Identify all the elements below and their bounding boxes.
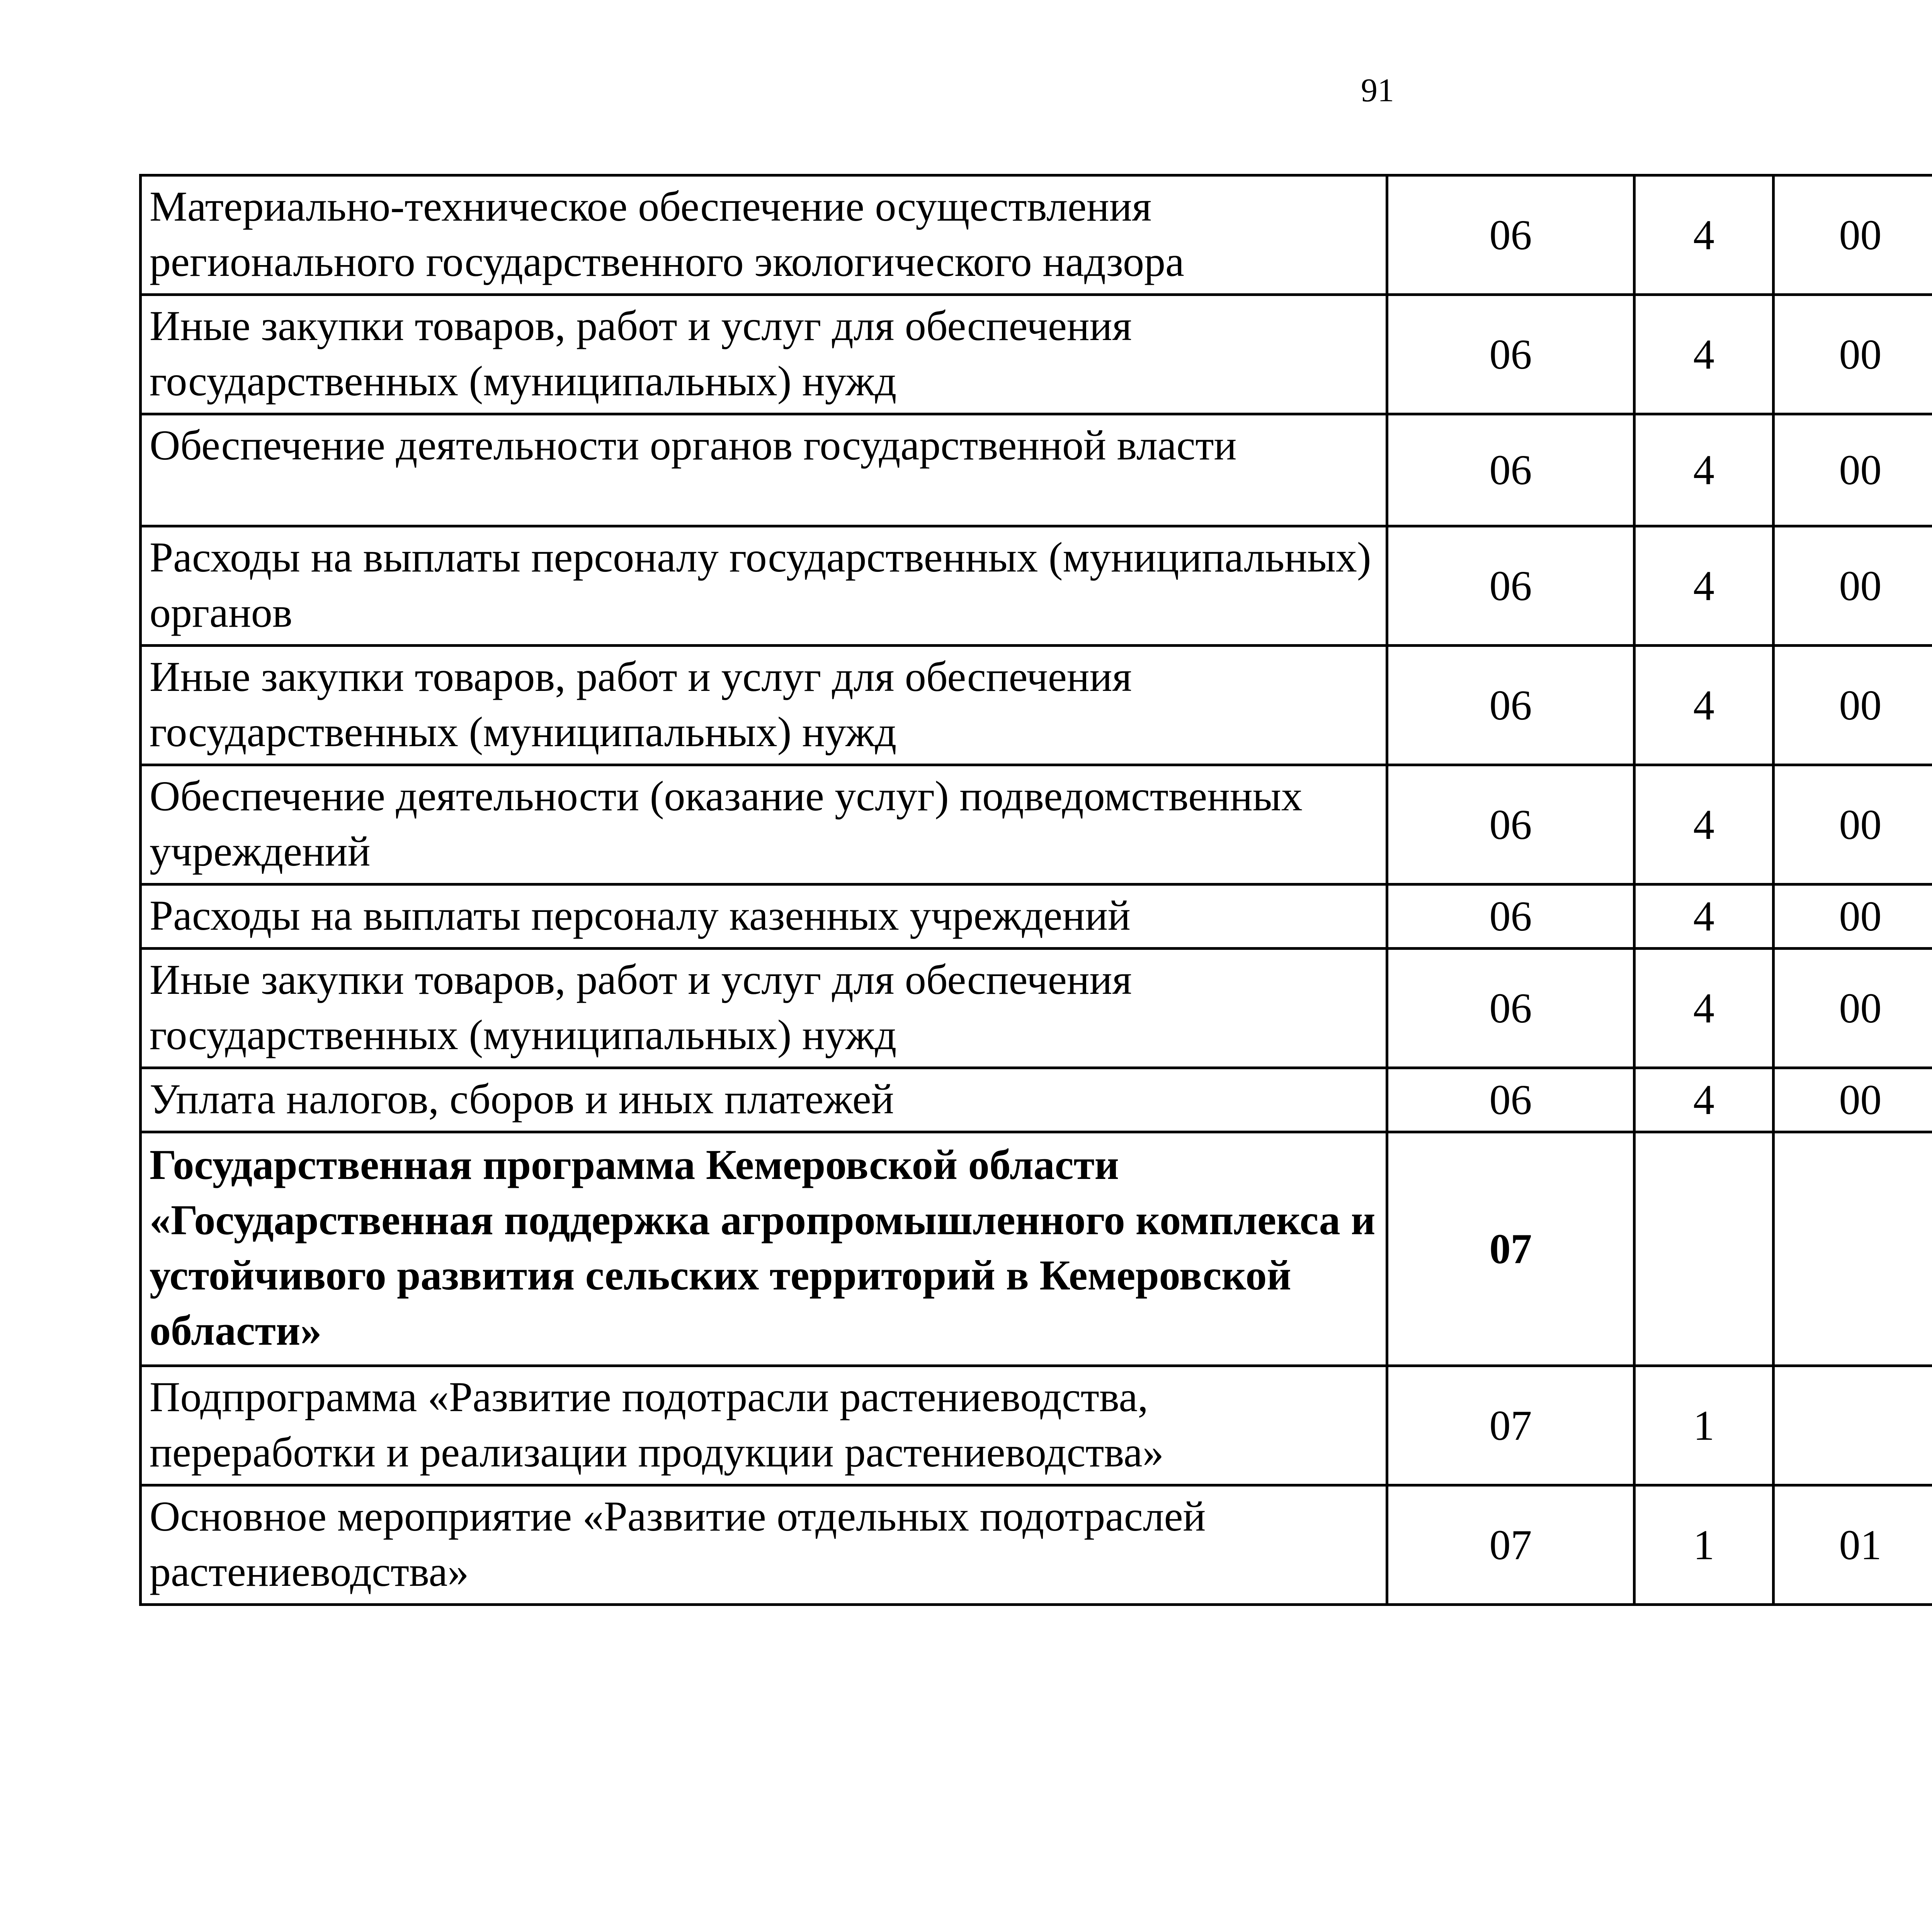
- program-code: 4: [1634, 646, 1774, 765]
- section-code: 07: [1387, 1366, 1634, 1485]
- table-row: [141, 1132, 1932, 1366]
- section-code: 06: [1387, 175, 1634, 295]
- event-code: 00: [1774, 295, 1932, 414]
- program-code: 4: [1634, 765, 1774, 885]
- program-code: 4: [1634, 949, 1774, 1068]
- program-code: 4: [1634, 885, 1774, 949]
- event-code: 00: [1774, 1068, 1932, 1132]
- table-row: [141, 885, 1932, 949]
- program-code: 4: [1634, 414, 1774, 526]
- event-code: 00: [1774, 949, 1932, 1068]
- row-description: Иные закупки товаров, работ и услуг для обеспечения государственных (муниципальных) нужд: [141, 646, 1387, 765]
- program-code: 4: [1634, 1068, 1774, 1132]
- page-number: 91: [1361, 71, 1394, 109]
- row-description: Иные закупки товаров, работ и услуг для обеспечения государственных (муниципальных) нужд: [141, 949, 1387, 1068]
- row-description: Обеспечение деятельности (оказание услуг) подведомственных учреждений: [141, 765, 1387, 885]
- table-row: [141, 414, 1932, 526]
- table-row: [141, 1366, 1932, 1485]
- program-code: [1634, 1132, 1774, 1366]
- event-code: 01: [1774, 1485, 1932, 1605]
- row-description: Обеспечение деятельности органов государственной власти: [141, 414, 1387, 526]
- event-code: 00: [1774, 175, 1932, 295]
- row-description: Основное мероприятие «Развитие отдельных подотраслей растениеводства»: [141, 1485, 1387, 1605]
- event-code: 00: [1774, 765, 1932, 885]
- event-code: [1774, 1366, 1932, 1485]
- row-description: Материально-техническое обеспечение осуществления регионального государственного экологического надзора: [141, 175, 1387, 295]
- program-code: 1: [1634, 1485, 1774, 1605]
- row-description: Уплата налогов, сборов и иных платежей: [141, 1068, 1387, 1132]
- section-code: 07: [1387, 1485, 1634, 1605]
- program-code: 4: [1634, 175, 1774, 295]
- table-row: [141, 1068, 1932, 1132]
- row-description: Расходы на выплаты персоналу государственных (муниципальных) органов: [141, 526, 1387, 646]
- section-code: 06: [1387, 414, 1634, 526]
- section-code: 06: [1387, 295, 1634, 414]
- section-code: 06: [1387, 949, 1634, 1068]
- row-description: Расходы на выплаты персоналу казенных учреждений: [141, 885, 1387, 949]
- table-row: [141, 526, 1932, 646]
- row-description: Подпрограмма «Развитие подотрасли растениеводства, переработки и реализации продукции растениеводства»: [141, 1366, 1387, 1485]
- section-code: 06: [1387, 1068, 1634, 1132]
- table-row: [141, 1485, 1932, 1605]
- section-code: 06: [1387, 885, 1634, 949]
- table-row: [141, 765, 1932, 885]
- row-description: Иные закупки товаров, работ и услуг для обеспечения государственных (муниципальных) нужд: [141, 295, 1387, 414]
- table-row: [141, 949, 1932, 1068]
- table-row: [141, 175, 1932, 295]
- event-code: 00: [1774, 646, 1932, 765]
- table-row: [141, 295, 1932, 414]
- section-code: 06: [1387, 765, 1634, 885]
- program-code: 1: [1634, 1366, 1774, 1485]
- event-code: 00: [1774, 526, 1932, 646]
- section-code: 07: [1387, 1132, 1634, 1366]
- program-code: 4: [1634, 295, 1774, 414]
- row-description: Государственная программа Кемеровской области «Государственная поддержка агропромышленного комплекса и устойчивого развития сельских территорий в Кемеровской области»: [141, 1132, 1387, 1366]
- event-code: 00: [1774, 414, 1932, 526]
- section-code: 06: [1387, 646, 1634, 765]
- section-code: 06: [1387, 526, 1634, 646]
- event-code: [1774, 1132, 1932, 1366]
- program-code: 4: [1634, 526, 1774, 646]
- event-code: 00: [1774, 885, 1932, 949]
- table-row: [141, 646, 1932, 765]
- budget-table: [139, 174, 1932, 1606]
